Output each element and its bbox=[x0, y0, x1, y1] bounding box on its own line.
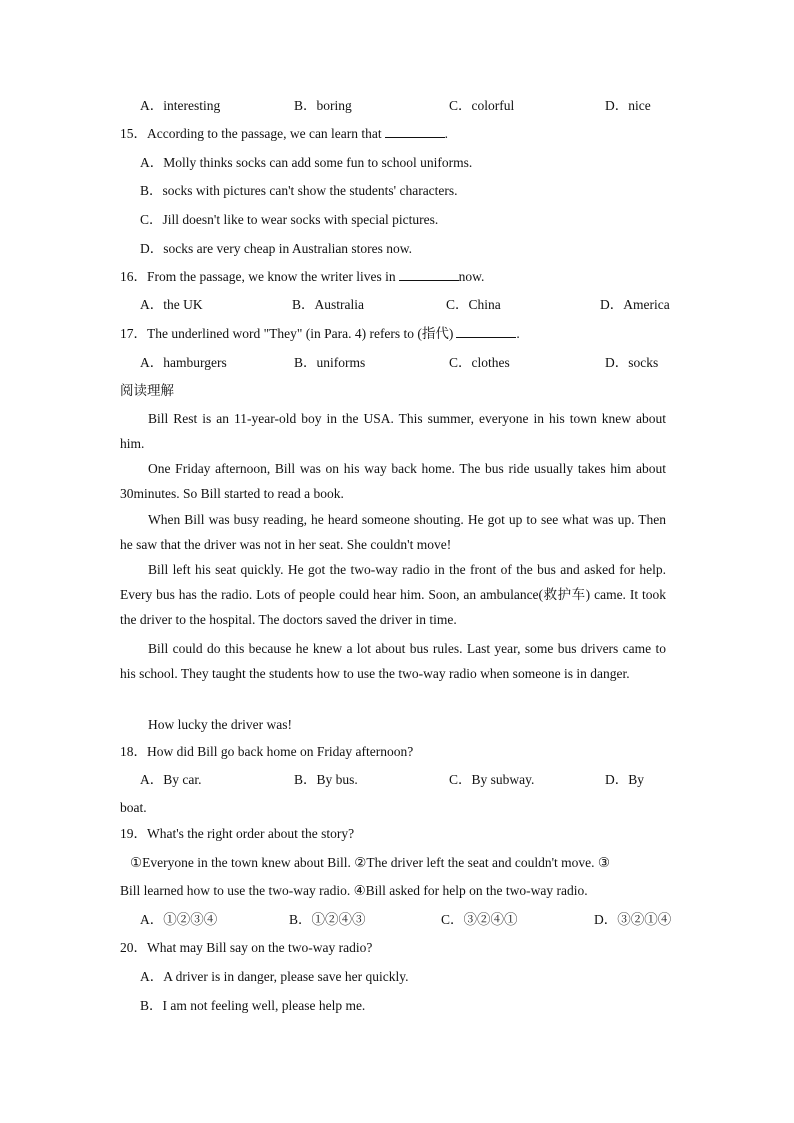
passage-paragraph-4-text: Bill left his seat quickly. He got the two-way radio in the front of the bus and asked for help. Every bus has the radio. Lots of people could hear him. Soon, an ambulance(救护车) came. It took the driver to the hospital. The doctors saved the driver in time. bbox=[120, 562, 666, 627]
q19-option-b: B．①②④③ bbox=[289, 912, 366, 927]
answer-blank bbox=[399, 268, 459, 281]
passage-paragraph-2-text: One Friday afternoon, Bill was on his way back home. The bus ride usually takes him about 30minutes. So Bill started to read a book. bbox=[120, 461, 666, 501]
q19-option-d: D．③②①④ bbox=[594, 912, 672, 927]
q18-option-c: C．By subway. bbox=[449, 772, 535, 787]
question-19-stem: 19．What's the right order about the story? bbox=[120, 826, 355, 841]
passage-paragraph-2 bbox=[120, 456, 666, 506]
section-title: 阅读理解 bbox=[120, 383, 174, 399]
q16-stem-end: now. bbox=[458, 269, 485, 284]
question-18-stem: 18．How did Bill go back home on Friday afternoon? bbox=[120, 744, 414, 759]
q15-stem-text: 15．According to the passage, we can learn that bbox=[120, 126, 382, 141]
q17-option-b: B．uniforms bbox=[294, 355, 366, 370]
q18-option-b: B．By bus. bbox=[294, 772, 358, 787]
q20-option-a: A．A driver is in danger, please save her quickly. bbox=[140, 969, 409, 984]
passage-paragraph-5-text: Bill could do this because he knew a lot about bus rules. Last year, some bus drivers came to his school. They taught the students how to use the two-way radio when someone is in danger. bbox=[120, 641, 666, 681]
q19-option-c: C．③②④① bbox=[441, 912, 518, 927]
passage-paragraph-1 bbox=[120, 406, 666, 456]
q14-option-b: B．boring bbox=[294, 98, 352, 113]
passage-paragraph-5 bbox=[120, 636, 666, 686]
q16-stem-text: 16．From the passage, we know the writer lives in bbox=[120, 269, 396, 284]
q15-option-b: B．socks with pictures can't show the students' characters. bbox=[140, 183, 458, 198]
q17-stem-end: . bbox=[516, 326, 520, 341]
q18-option-a: A．By car. bbox=[140, 772, 202, 787]
q15-option-c: C．Jill doesn't like to wear socks with special pictures. bbox=[140, 212, 439, 227]
q19-events-line-2: Bill learned how to use the two-way radio. ④Bill asked for help on the two-way radio. bbox=[120, 883, 588, 898]
passage-paragraph-4 bbox=[120, 557, 666, 632]
q19-events-line-1: ①Everyone in the town knew about Bill. ②The driver left the seat and couldn't move. ③ bbox=[130, 855, 610, 870]
q14-option-c: C．colorful bbox=[449, 98, 515, 113]
passage-paragraph-1-text: Bill Rest is an 11-year-old boy in the USA. This summer, everyone in his town knew about him. bbox=[120, 411, 666, 451]
q18-option-d: D．By bbox=[605, 772, 645, 787]
q17-option-d: D．socks bbox=[605, 355, 659, 370]
q18-option-d-wrap: boat. bbox=[120, 800, 147, 815]
q15-option-d: D．socks are very cheap in Australian stores now. bbox=[140, 241, 413, 256]
q17-stem-text: 17．The underlined word "They" (in Para. 4) refers to (指代) bbox=[120, 326, 454, 341]
passage-paragraph-3-text: When Bill was busy reading, he heard someone shouting. He got up to see what was up. Then he saw that the driver was not in her seat. She couldn't move! bbox=[120, 512, 666, 552]
question-15-stem bbox=[120, 125, 448, 143]
question-16-stem bbox=[120, 268, 484, 286]
q16-option-d: D．America bbox=[600, 297, 670, 312]
q20-option-b: B．I am not feeling well, please help me. bbox=[140, 998, 366, 1013]
passage-paragraph-6-text: How lucky the driver was! bbox=[148, 717, 292, 732]
q14-option-a: A．interesting bbox=[140, 98, 221, 113]
q16-option-a: A．the UK bbox=[140, 297, 203, 312]
passage-paragraph-3 bbox=[120, 507, 666, 557]
q16-option-b: B．Australia bbox=[292, 297, 364, 312]
q15-option-a: A．Molly thinks socks can add some fun to school uniforms. bbox=[140, 155, 473, 170]
q17-option-c: C．clothes bbox=[449, 355, 510, 370]
q19-option-a: A．①②③④ bbox=[140, 912, 218, 927]
q15-stem-end: . bbox=[444, 126, 449, 141]
passage-paragraph-6 bbox=[120, 712, 666, 737]
question-20-stem: 20．What may Bill say on the two-way radio? bbox=[120, 940, 373, 955]
question-17-stem bbox=[120, 325, 520, 343]
q17-option-a: A．hamburgers bbox=[140, 355, 227, 370]
q14-option-d: D．nice bbox=[605, 98, 651, 113]
q16-option-c: C．China bbox=[446, 297, 501, 312]
answer-blank bbox=[385, 125, 445, 138]
answer-blank bbox=[456, 325, 516, 338]
